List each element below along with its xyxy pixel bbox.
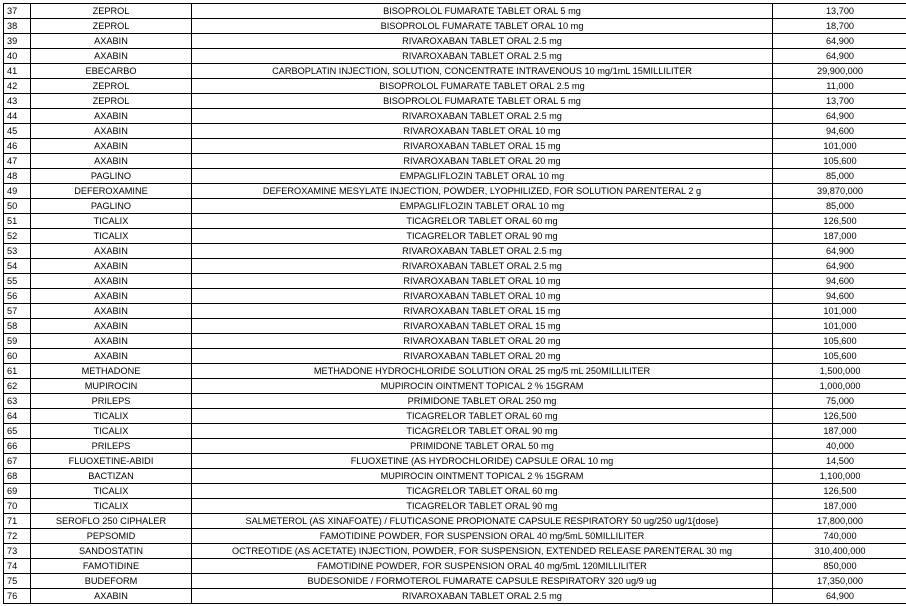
brand-name: ZEPROL [31, 4, 192, 19]
price-value: 64,900 [773, 244, 906, 259]
row-number: 60 [4, 349, 31, 364]
brand-name: BACTIZAN [31, 469, 192, 484]
drug-description: TICAGRELOR TABLET ORAL 60 mg [192, 409, 773, 424]
brand-name: AXABIN [31, 349, 192, 364]
row-number: 70 [4, 499, 31, 514]
row-number: 56 [4, 289, 31, 304]
row-number: 41 [4, 64, 31, 79]
drug-description: PRIMIDONE TABLET ORAL 250 mg [192, 394, 773, 409]
table-row [4, 49, 906, 64]
table-row [4, 259, 906, 274]
drug-description: FLUOXETINE (AS HYDROCHLORIDE) CAPSULE ORAL 10 mg [192, 454, 773, 469]
drug-description: RIVAROXABAN TABLET ORAL 10 mg [192, 289, 773, 304]
table-row [4, 94, 906, 109]
price-value: 187,000 [773, 424, 906, 439]
brand-name: AXABIN [31, 139, 192, 154]
row-number: 68 [4, 469, 31, 484]
row-number: 66 [4, 439, 31, 454]
price-value: 101,000 [773, 139, 906, 154]
drug-description: BISOPROLOL FUMARATE TABLET ORAL 10 mg [192, 19, 773, 34]
table-row [4, 514, 906, 529]
brand-name: TICALIX [31, 499, 192, 514]
table-row [4, 199, 906, 214]
brand-name: EBECARBO [31, 64, 192, 79]
drug-description: CARBOPLATIN INJECTION, SOLUTION, CONCENTRATE INTRAVENOUS 10 mg/1mL 15MILLILITER [192, 64, 773, 79]
brand-name: DEFEROXAMINE [31, 184, 192, 199]
table-row [4, 274, 906, 289]
row-number: 48 [4, 169, 31, 184]
row-number: 61 [4, 364, 31, 379]
drug-description: OCTREOTIDE (AS ACETATE) INJECTION, POWDER, FOR SUSPENSION, EXTENDED RELEASE PARENTERAL 30 mg [192, 544, 773, 559]
row-number: 50 [4, 199, 31, 214]
table-row [4, 319, 906, 334]
price-value: 64,900 [773, 49, 906, 64]
row-number: 43 [4, 94, 31, 109]
brand-name: ZEPROL [31, 19, 192, 34]
row-number: 69 [4, 484, 31, 499]
brand-name: AXABIN [31, 154, 192, 169]
price-value: 18,700 [773, 19, 906, 34]
brand-name: METHADONE [31, 364, 192, 379]
brand-name: FAMOTIDINE [31, 559, 192, 574]
price-value: 64,900 [773, 259, 906, 274]
price-value: 126,500 [773, 409, 906, 424]
brand-name: BUDEFORM [31, 574, 192, 589]
table-row [4, 364, 906, 379]
row-number: 62 [4, 379, 31, 394]
drug-description: RIVAROXABAN TABLET ORAL 15 mg [192, 319, 773, 334]
row-number: 74 [4, 559, 31, 574]
table-row [4, 154, 906, 169]
row-number: 59 [4, 334, 31, 349]
row-number: 39 [4, 34, 31, 49]
brand-name: FLUOXETINE-ABIDI [31, 454, 192, 469]
price-value: 13,700 [773, 94, 906, 109]
price-value: 105,600 [773, 349, 906, 364]
price-value: 105,600 [773, 334, 906, 349]
drug-description: BISOPROLOL FUMARATE TABLET ORAL 5 mg [192, 94, 773, 109]
drug-description: BUDESONIDE / FORMOTEROL FUMARATE CAPSULE RESPIRATORY 320 ug/9 ug [192, 574, 773, 589]
drug-description: RIVAROXABAN TABLET ORAL 10 mg [192, 124, 773, 139]
table-row [4, 454, 906, 469]
brand-name: AXABIN [31, 124, 192, 139]
drug-description: FAMOTIDINE POWDER, FOR SUSPENSION ORAL 40 mg/5mL 50MILLILITER [192, 529, 773, 544]
brand-name: AXABIN [31, 334, 192, 349]
price-value: 14,500 [773, 454, 906, 469]
price-value: 101,000 [773, 319, 906, 334]
row-number: 44 [4, 109, 31, 124]
brand-name: PAGLINO [31, 199, 192, 214]
table-row [4, 304, 906, 319]
brand-name: AXABIN [31, 244, 192, 259]
drug-description: MUPIROCIN OINTMENT TOPICAL 2 % 15GRAM [192, 379, 773, 394]
drug-description: BISOPROLOL FUMARATE TABLET ORAL 5 mg [192, 4, 773, 19]
table-row [4, 544, 906, 559]
table-row [4, 349, 906, 364]
brand-name: PRILEPS [31, 439, 192, 454]
table-row [4, 229, 906, 244]
table-row [4, 529, 906, 544]
drug-description: TICAGRELOR TABLET ORAL 90 mg [192, 499, 773, 514]
price-value: 13,700 [773, 4, 906, 19]
price-value: 64,900 [773, 109, 906, 124]
row-number: 37 [4, 4, 31, 19]
drug-description: DEFEROXAMINE MESYLATE INJECTION, POWDER, LYOPHILIZED, FOR SOLUTION PARENTERAL 2 g [192, 184, 773, 199]
brand-name: AXABIN [31, 589, 192, 604]
drug-description: RIVAROXABAN TABLET ORAL 15 mg [192, 139, 773, 154]
table-row [4, 139, 906, 154]
brand-name: TICALIX [31, 484, 192, 499]
row-number: 67 [4, 454, 31, 469]
price-value: 85,000 [773, 199, 906, 214]
brand-name: AXABIN [31, 274, 192, 289]
row-number: 58 [4, 319, 31, 334]
price-value: 101,000 [773, 304, 906, 319]
row-number: 76 [4, 589, 31, 604]
price-value: 39,870,000 [773, 184, 906, 199]
drug-description: PRIMIDONE TABLET ORAL 50 mg [192, 439, 773, 454]
brand-name: AXABIN [31, 109, 192, 124]
price-value: 64,900 [773, 589, 906, 604]
table-row [4, 289, 906, 304]
brand-name: TICALIX [31, 229, 192, 244]
price-value: 740,000 [773, 529, 906, 544]
price-value: 40,000 [773, 439, 906, 454]
table-row [4, 394, 906, 409]
row-number: 57 [4, 304, 31, 319]
table-body [4, 4, 906, 604]
drug-description: METHADONE HYDROCHLORIDE SOLUTION ORAL 25 mg/5 mL 250MILLILITER [192, 364, 773, 379]
drug-description: EMPAGLIFLOZIN TABLET ORAL 10 mg [192, 169, 773, 184]
row-number: 55 [4, 274, 31, 289]
drug-description: RIVAROXABAN TABLET ORAL 2.5 mg [192, 589, 773, 604]
drug-description: RIVAROXABAN TABLET ORAL 15 mg [192, 304, 773, 319]
table-row [4, 184, 906, 199]
table-row [4, 79, 906, 94]
brand-name: MUPIROCIN [31, 379, 192, 394]
price-value: 94,600 [773, 289, 906, 304]
table-row [4, 439, 906, 454]
row-number: 40 [4, 49, 31, 64]
price-value: 187,000 [773, 499, 906, 514]
drug-description: RIVAROXABAN TABLET ORAL 20 mg [192, 349, 773, 364]
row-number: 63 [4, 394, 31, 409]
drug-description: BISOPROLOL FUMARATE TABLET ORAL 2.5 mg [192, 79, 773, 94]
price-value: 64,900 [773, 34, 906, 49]
table-row [4, 244, 906, 259]
price-value: 17,350,000 [773, 574, 906, 589]
table-row [4, 379, 906, 394]
price-value: 29,900,000 [773, 64, 906, 79]
price-value: 1,100,000 [773, 469, 906, 484]
price-value: 105,600 [773, 154, 906, 169]
drug-description: RIVAROXABAN TABLET ORAL 2.5 mg [192, 34, 773, 49]
price-value: 94,600 [773, 274, 906, 289]
row-number: 72 [4, 529, 31, 544]
price-value: 75,000 [773, 394, 906, 409]
drug-description: RIVAROXABAN TABLET ORAL 20 mg [192, 334, 773, 349]
brand-name: PAGLINO [31, 169, 192, 184]
row-number: 42 [4, 79, 31, 94]
table-row [4, 64, 906, 79]
row-number: 75 [4, 574, 31, 589]
table-row [4, 214, 906, 229]
drug-description: RIVAROXABAN TABLET ORAL 2.5 mg [192, 244, 773, 259]
drug-description: MUPIROCIN OINTMENT TOPICAL 2 % 15GRAM [192, 469, 773, 484]
row-number: 73 [4, 544, 31, 559]
brand-name: AXABIN [31, 289, 192, 304]
price-value: 310,400,000 [773, 544, 906, 559]
row-number: 49 [4, 184, 31, 199]
row-number: 38 [4, 19, 31, 34]
drug-description: RIVAROXABAN TABLET ORAL 2.5 mg [192, 259, 773, 274]
row-number: 52 [4, 229, 31, 244]
row-number: 45 [4, 124, 31, 139]
drug-description: RIVAROXABAN TABLET ORAL 2.5 mg [192, 109, 773, 124]
drug-description: FAMOTIDINE POWDER, FOR SUSPENSION ORAL 40 mg/5mL 120MILLILITER [192, 559, 773, 574]
brand-name: TICALIX [31, 424, 192, 439]
brand-name: ZEPROL [31, 79, 192, 94]
table-row [4, 19, 906, 34]
brand-name: TICALIX [31, 409, 192, 424]
row-number: 54 [4, 259, 31, 274]
table-row [4, 124, 906, 139]
drug-description: TICAGRELOR TABLET ORAL 90 mg [192, 229, 773, 244]
row-number: 65 [4, 424, 31, 439]
table-row [4, 559, 906, 574]
brand-name: ZEPROL [31, 94, 192, 109]
brand-name: PRILEPS [31, 394, 192, 409]
drug-description: SALMETEROL (AS XINAFOATE) / FLUTICASONE PROPIONATE CAPSULE RESPIRATORY 50 ug/250 ug/1{dose} [192, 514, 773, 529]
drug-description: EMPAGLIFLOZIN TABLET ORAL 10 mg [192, 199, 773, 214]
row-number: 51 [4, 214, 31, 229]
price-value: 85,000 [773, 169, 906, 184]
drug-description: RIVAROXABAN TABLET ORAL 20 mg [192, 154, 773, 169]
drug-description: RIVAROXABAN TABLET ORAL 2.5 mg [192, 49, 773, 64]
row-number: 53 [4, 244, 31, 259]
price-value: 17,800,000 [773, 514, 906, 529]
price-value: 126,500 [773, 484, 906, 499]
table-row [4, 109, 906, 124]
drug-description: TICAGRELOR TABLET ORAL 60 mg [192, 214, 773, 229]
row-number: 64 [4, 409, 31, 424]
row-number: 47 [4, 154, 31, 169]
row-number: 71 [4, 514, 31, 529]
brand-name: AXABIN [31, 34, 192, 49]
price-value: 1,500,000 [773, 364, 906, 379]
table-row [4, 34, 906, 49]
table-row [4, 4, 906, 19]
brand-name: AXABIN [31, 259, 192, 274]
brand-name: AXABIN [31, 319, 192, 334]
drug-description: TICAGRELOR TABLET ORAL 60 mg [192, 484, 773, 499]
table-row [4, 484, 906, 499]
table-row [4, 589, 906, 604]
table-row [4, 409, 906, 424]
brand-name: AXABIN [31, 304, 192, 319]
table-row [4, 469, 906, 484]
price-value: 1,000,000 [773, 379, 906, 394]
price-value: 187,000 [773, 229, 906, 244]
row-number: 46 [4, 139, 31, 154]
table-row [4, 424, 906, 439]
table-row [4, 499, 906, 514]
price-value: 850,000 [773, 559, 906, 574]
brand-name: PEPSOMID [31, 529, 192, 544]
price-value: 11,000 [773, 79, 906, 94]
drug-description: RIVAROXABAN TABLET ORAL 10 mg [192, 274, 773, 289]
drug-description: TICAGRELOR TABLET ORAL 90 mg [192, 424, 773, 439]
table-row [4, 169, 906, 184]
table-row [4, 574, 906, 589]
brand-name: AXABIN [31, 49, 192, 64]
brand-name: SANDOSTATIN [31, 544, 192, 559]
brand-name: TICALIX [31, 214, 192, 229]
price-value: 94,600 [773, 124, 906, 139]
drug-price-table [3, 3, 906, 604]
table-row [4, 334, 906, 349]
brand-name: SEROFLO 250 CIPHALER [31, 514, 192, 529]
price-value: 126,500 [773, 214, 906, 229]
